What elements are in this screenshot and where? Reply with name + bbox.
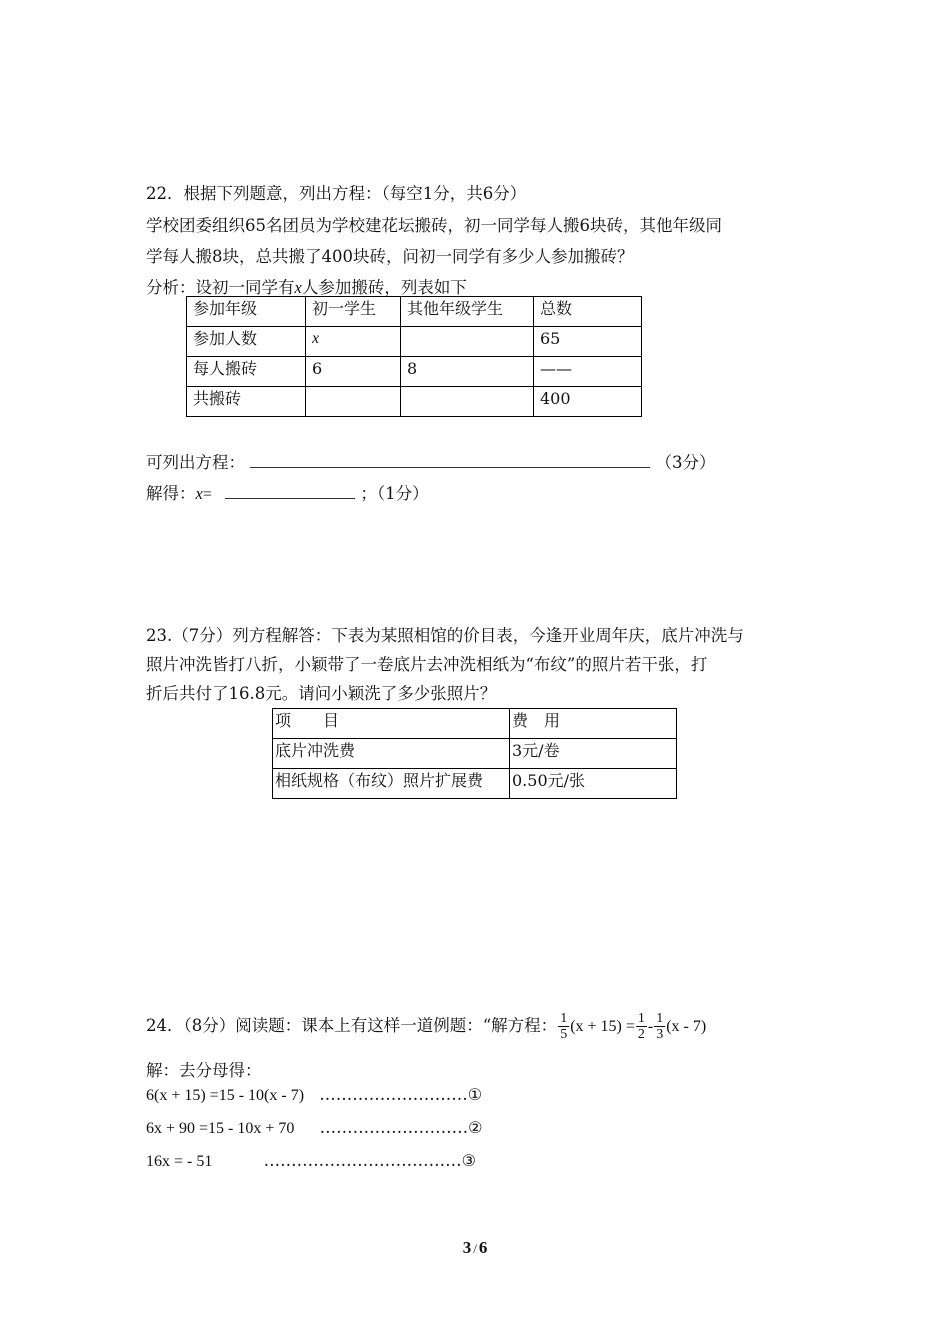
q22-solve-eq: =: [202, 486, 212, 503]
q22-table-cell: 每人搬砖: [187, 357, 306, 387]
q22-table-cell: 6: [306, 357, 401, 387]
q24-step-2: [146, 1118, 483, 1138]
q23-table-cell: 相纸规格（布纹）照片扩展费: [273, 769, 510, 799]
q24-step-mark: ①: [467, 1085, 483, 1104]
page-current: 3: [462, 1238, 472, 1257]
q23-table-header: 费 用: [510, 709, 677, 739]
q24-step-mark: ②: [468, 1118, 483, 1137]
q23-table-row: [273, 769, 677, 799]
q22-solve-score: ；（1分）: [360, 484, 429, 503]
q22-table-cell: [306, 387, 401, 417]
q24-step-dots: ………………………………: [263, 1151, 462, 1170]
q24-step-1: [146, 1085, 482, 1105]
q22-table-cell: [401, 327, 534, 357]
q24-step-equation: 6x + 90 =15 - 10x + 70: [146, 1120, 295, 1137]
q24-frac-1-5: $\frac{1}{5}$: [560, 1011, 568, 1042]
q24-step-mark: ③: [461, 1151, 476, 1170]
q22-table-cell: 共搬砖: [187, 387, 306, 417]
q24-step-3: [146, 1151, 476, 1171]
q23-price-table: [272, 708, 677, 799]
page-separator: /: [473, 1241, 477, 1256]
q23-table-row: [273, 739, 677, 769]
q23-text-line-1: 23.（7分）列方程解答：下表为某照相馆的价目表，今逢开业周年庆，底片冲洗与: [146, 626, 744, 645]
q22-table-cell: 65: [534, 327, 642, 357]
q22-table-header: 其他年级学生: [401, 297, 534, 327]
q22-analysis-var: x: [294, 278, 302, 297]
q23-table-cell: 3元/卷: [510, 739, 677, 769]
q24-frac-1-2: $\frac{1}{2}$: [637, 1011, 645, 1042]
q22-table-header: 参加年级: [187, 297, 306, 327]
q24-minus: -: [647, 1018, 654, 1035]
q22-table-cell: 参加人数: [187, 327, 306, 357]
q24-frac-1-3: $\frac{1}{3}$: [656, 1011, 664, 1042]
q24-step-equation: 16x = - 51: [146, 1153, 213, 1170]
q23-table-cell: 0.50元/张: [510, 769, 677, 799]
q22-table-header-row: [187, 297, 642, 327]
q22-table-cell: 400: [534, 387, 642, 417]
q22-text-line-2: 学每人搬8块，总共搬了400块砖，问初一同学有多少人参加搬砖？: [146, 247, 634, 266]
q22-solve-var: x: [195, 484, 203, 503]
q22-analysis: [146, 274, 467, 298]
q22-solve-blank[interactable]: [225, 498, 355, 499]
q23-table-header: 项 目: [273, 709, 510, 739]
q23-table-header-row: [273, 709, 677, 739]
q22-table: [186, 296, 642, 417]
q22-table-header: 总数: [534, 297, 642, 327]
q22-solve-line: [146, 480, 429, 504]
q22-table-cell: [401, 387, 534, 417]
q24-intro: 24．（8分）阅读题：课本上有这样一道例题：“解方程：: [146, 1016, 558, 1035]
q22-analysis-pre: 分析：设初一同学有: [146, 278, 295, 297]
q22-table-row: [187, 387, 642, 417]
q22-equation-score: （3分）: [655, 453, 716, 472]
q24-expr-1: (x + 15) =: [570, 1018, 635, 1035]
q23-table-cell: 底片冲洗费: [273, 739, 510, 769]
page-total: 6: [478, 1238, 488, 1257]
q24-intro-line: [146, 1006, 706, 1047]
q22-heading: 22．根据下列题意，列出方程：（每空1分，共6分）: [146, 184, 527, 203]
q22-table-row: [187, 327, 642, 357]
q22-table-cell: ——: [534, 357, 642, 387]
q22-equation-label: 可列出方程：: [146, 453, 245, 472]
q22-table-cell: x: [306, 327, 401, 357]
page-number: [0, 1238, 950, 1258]
q22-analysis-post: 人参加搬砖，列表如下: [301, 278, 467, 297]
q23-text-line-3: 折后共付了16.8元。请问小颖洗了多少张照片？: [146, 684, 497, 703]
q24-solution-label: 解：去分母得：: [146, 1061, 262, 1080]
q24-step-equation: 6(x + 15) =15 - 10(x - 7): [146, 1087, 305, 1104]
q24-step-dots: ………………………: [319, 1118, 469, 1137]
q22-table-cell: 8: [401, 357, 534, 387]
q22-solve-label: 解得：: [146, 484, 196, 503]
q22-table-header: 初一学生: [306, 297, 401, 327]
q22-equation-line: [146, 449, 716, 473]
q24-expr-2: (x - 7): [666, 1018, 707, 1035]
q24-step-dots: ………………………: [319, 1085, 468, 1104]
q22-table-row: [187, 357, 642, 387]
q22-equation-blank[interactable]: [250, 467, 650, 468]
q23-text-line-2: 照片冲洗皆打八折，小颖带了一卷底片去冲洗相纸为“布纹”的照片若干张，打: [146, 655, 708, 674]
q22-text-line-1: 学校团委组织65名团员为学校建花坛搬砖，初一同学每人搬6块砖，其他年级同: [146, 216, 722, 235]
